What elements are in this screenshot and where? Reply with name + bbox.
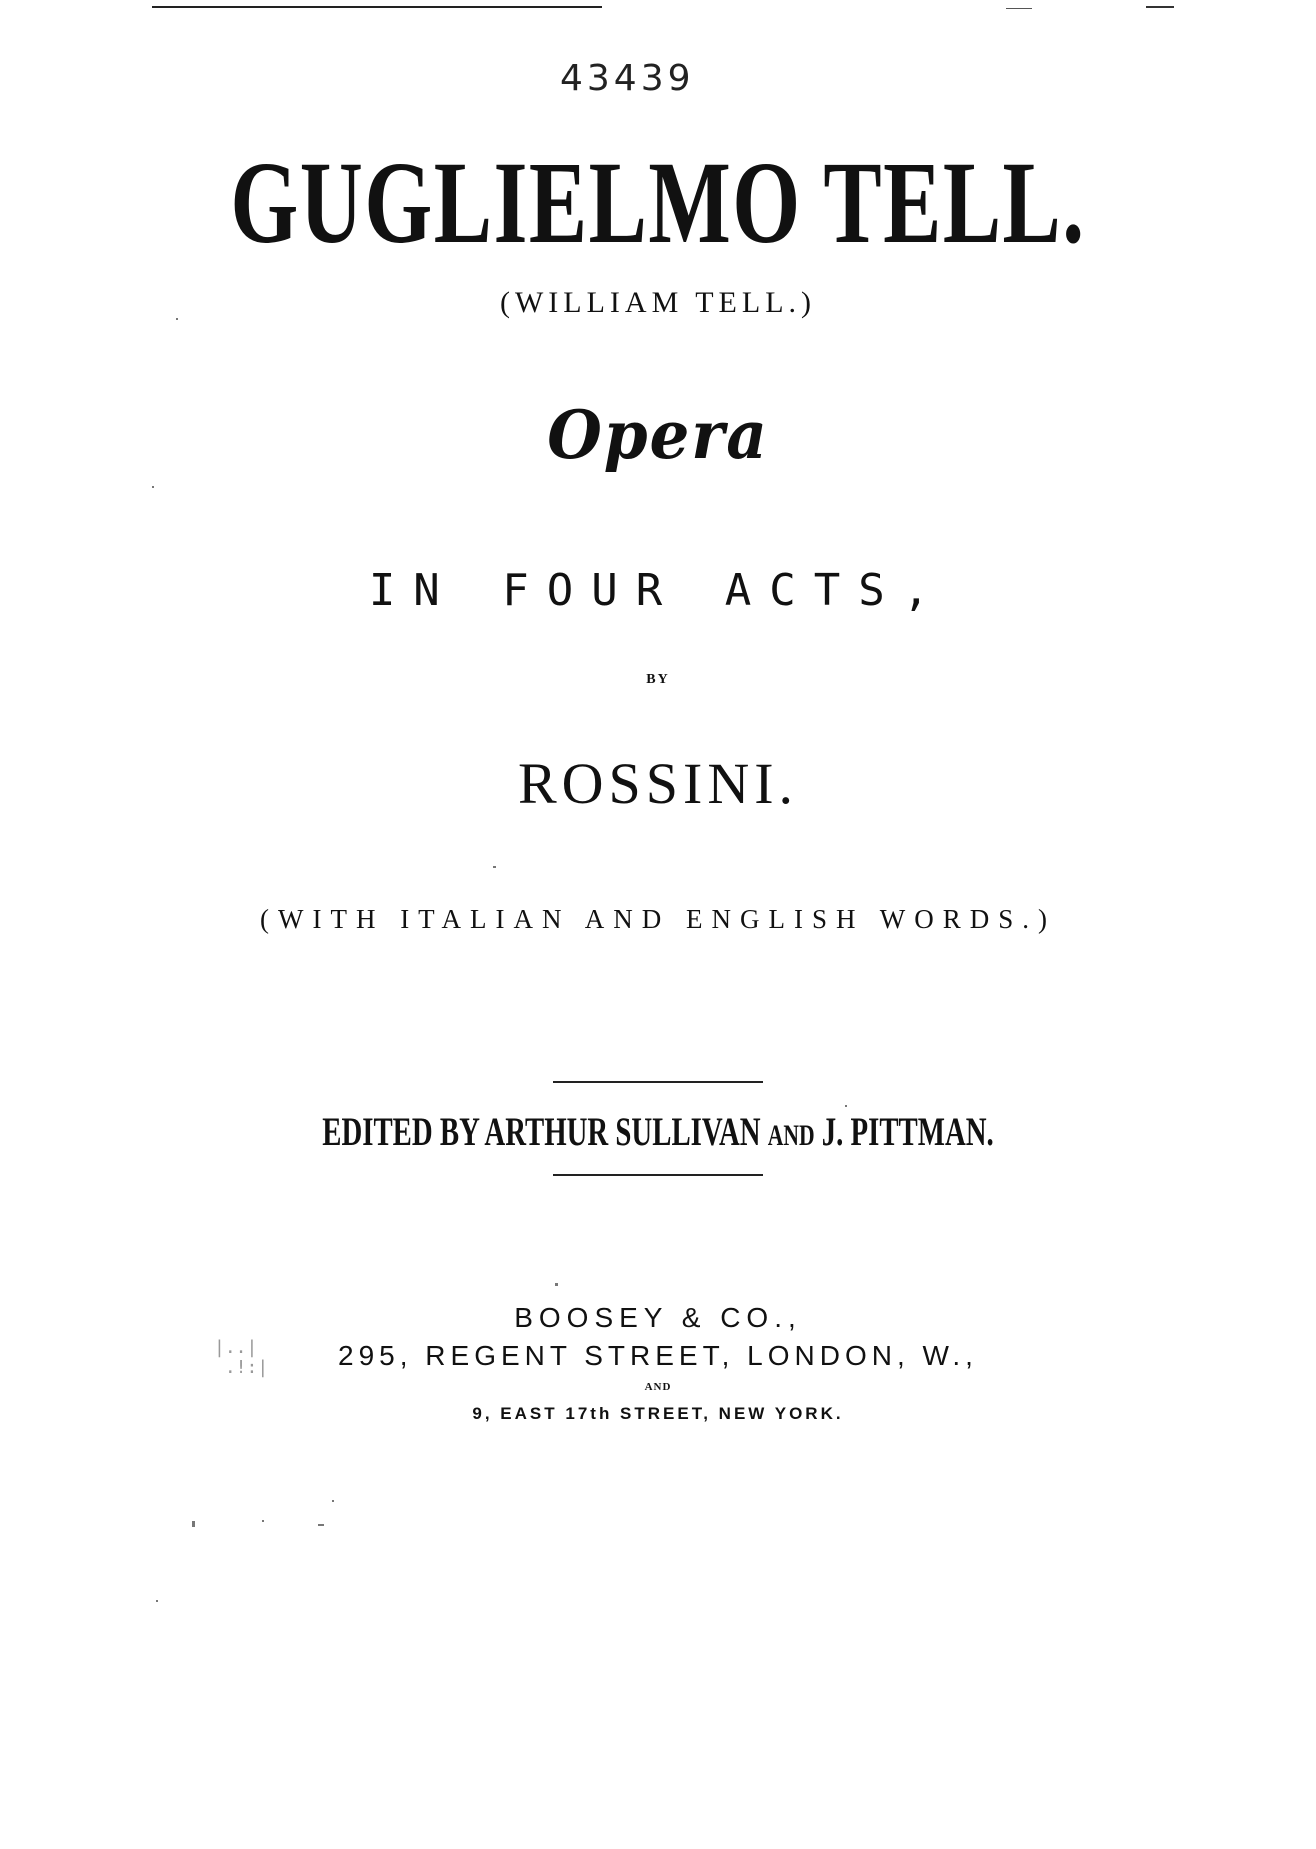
- scan-speck: [845, 1105, 847, 1107]
- by-label: BY: [646, 672, 670, 687]
- editors-conjunction: AND: [767, 1119, 815, 1152]
- opera-title: GUGLIELMO TELL.: [230, 137, 1086, 268]
- language-note: (WITH ITALIAN AND ENGLISH WORDS.): [259, 904, 1056, 934]
- scan-speck: [152, 486, 154, 488]
- publisher-name: BOOSEY & CO.,: [514, 1302, 802, 1333]
- scan-speck: [318, 1524, 324, 1526]
- scan-speck: [156, 1600, 158, 1602]
- editors-prefix: EDITED BY ARTHUR SULLIVAN: [322, 1109, 761, 1154]
- genre-label: Opera: [547, 396, 769, 474]
- scan-speck: [332, 1500, 334, 1502]
- divider-rule: [553, 1174, 763, 1176]
- editors-suffix: J. PITTMAN.: [821, 1109, 994, 1154]
- faded-stamp-mark: |..| .!:|: [214, 1337, 269, 1378]
- scan-speck: [176, 318, 178, 320]
- top-edge-mark: [1146, 6, 1174, 8]
- scan-speck: [555, 1283, 558, 1286]
- address-conjunction: AND: [644, 1381, 672, 1393]
- divider-rule: [553, 1081, 763, 1083]
- london-address: 295, REGENT STREET, LONDON, W.,: [338, 1340, 978, 1371]
- handwritten-catalog-number: 43439: [560, 58, 695, 99]
- acts-line: IN FOUR ACTS,: [368, 565, 948, 616]
- top-edge-mark: [1006, 8, 1032, 9]
- scan-speck: [262, 1520, 264, 1522]
- top-edge-rule: [152, 6, 602, 8]
- newyork-address: 9, EAST 17th STREET, NEW YORK.: [472, 1404, 844, 1423]
- editors-line: [184, 1108, 1132, 1155]
- composer-name: ROSSINI.: [517, 751, 799, 816]
- english-title: (WILLIAM TELL.): [499, 286, 817, 319]
- scan-speck: [192, 1521, 195, 1527]
- scan-speck: [493, 866, 496, 868]
